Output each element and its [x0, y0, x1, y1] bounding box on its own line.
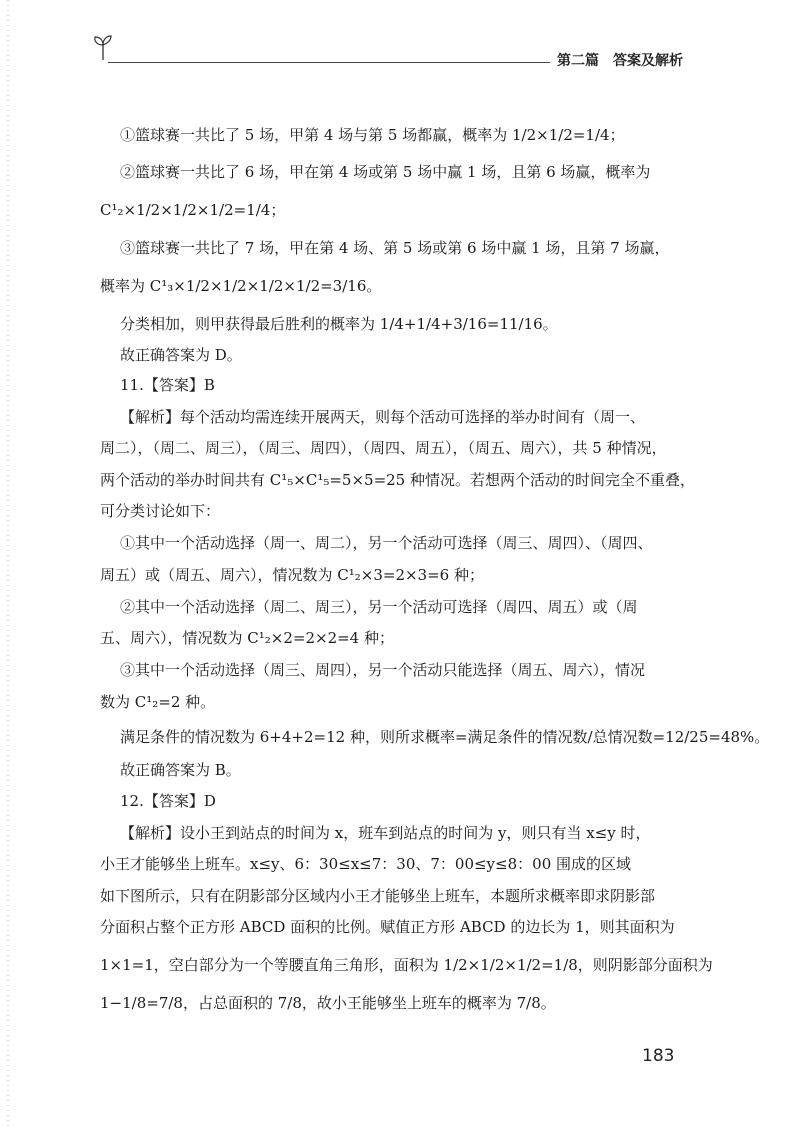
text-line: 【解析】每个活动均需连续开展两天，则每个活动可选择的举办时间有（周一、	[120, 408, 646, 426]
text-line: ①其中一个活动选择（周一、周二），另一个活动可选择（周三、周四）、（周四、	[120, 534, 653, 552]
page-number: 183	[642, 1046, 675, 1066]
text-line: 小王才能够坐上班车。x≤y、6：30≤x≤7：30、7：00≤y≤8：00 围成的区域	[100, 855, 632, 873]
header-rule	[108, 62, 550, 63]
text-line: 周二），（周二、周三），（周三、周四），（周四、周五），（周五、周六），共 5 种情况，	[100, 439, 667, 457]
answer-heading: 11.【答案】B	[120, 376, 215, 394]
text-line: 数为 C¹₂=2 种。	[100, 693, 216, 711]
text-line: 周五）或（周五、周六），情况数为 C¹₂×3=2×3=6 种；	[100, 566, 484, 584]
text-line: 满足条件的情况数为 6+4+2=12 种，则所求概率=满足条件的情况数/总情况数=12/25=48%。	[120, 728, 770, 746]
text-line: 故正确答案为 D。	[120, 346, 242, 364]
text-line: 五、周六），情况数为 C¹₂×2=2×2=4 种；	[100, 629, 394, 647]
text-line: C¹₂×1/2×1/2×1/2=1/4；	[100, 201, 286, 219]
text-line: 【解析】设小王到站点的时间为 x，班车到站点的时间为 y，则只有当 x≤y 时，	[120, 824, 651, 842]
text-line: ③篮球赛一共比了 7 场，甲在第 4 场、第 5 场或第 6 场中赢 1 场，且第 7 场赢，	[120, 239, 670, 257]
text-line: 概率为 C¹₃×1/2×1/2×1/2×1/2=3/16。	[100, 277, 382, 295]
text-line: ②篮球赛一共比了 6 场，甲在第 4 场或第 5 场中赢 1 场，且第 6 场赢，概率为	[120, 163, 651, 181]
text-line: ①篮球赛一共比了 5 场，甲第 4 场与第 5 场都赢，概率为 1/2×1/2=1/4；	[120, 126, 625, 144]
sprout-icon	[92, 33, 114, 61]
text-line: 可分类讨论如下：	[100, 502, 221, 520]
text-line: 两个活动的举办时间共有 C¹₅×C¹₅=5×5=25 种情况。若想两个活动的时间完全不重叠，	[100, 471, 695, 489]
text-line: 故正确答案为 B。	[120, 761, 241, 779]
text-line: ②其中一个活动选择（周二、周三），另一个活动可选择（周四、周五）或（周	[120, 598, 638, 616]
text-line: ③其中一个活动选择（周三、周四），另一个活动只能选择（周五、周六），情况	[120, 661, 646, 679]
scan-edge-dots	[7, 0, 9, 1130]
answer-heading: 12.【答案】D	[120, 792, 216, 810]
text-line: 分面积占整个正方形 ABCD 面积的比例。赋值正方形 ABCD 的边长为 1，则其面积为	[100, 918, 675, 936]
text-line: 1−1/8=7/8，占总面积的 7/8，故小王能够坐上班车的概率为 7/8。	[100, 994, 556, 1012]
text-line: 如下图所示，只有在阴影部分区域内小王才能够坐上班车，本题所求概率即求阴影部	[100, 887, 656, 905]
text-line: 1×1=1，空白部分为一个等腰直角三角形，面积为 1/2×1/2×1/2=1/8，则阴影部分面积为	[100, 956, 713, 974]
header-title: 第二篇 答案及解析	[557, 53, 683, 69]
text-line: 分类相加，则甲获得最后胜利的概率为 1/4+1/4+3/16=11/16。	[120, 315, 558, 333]
